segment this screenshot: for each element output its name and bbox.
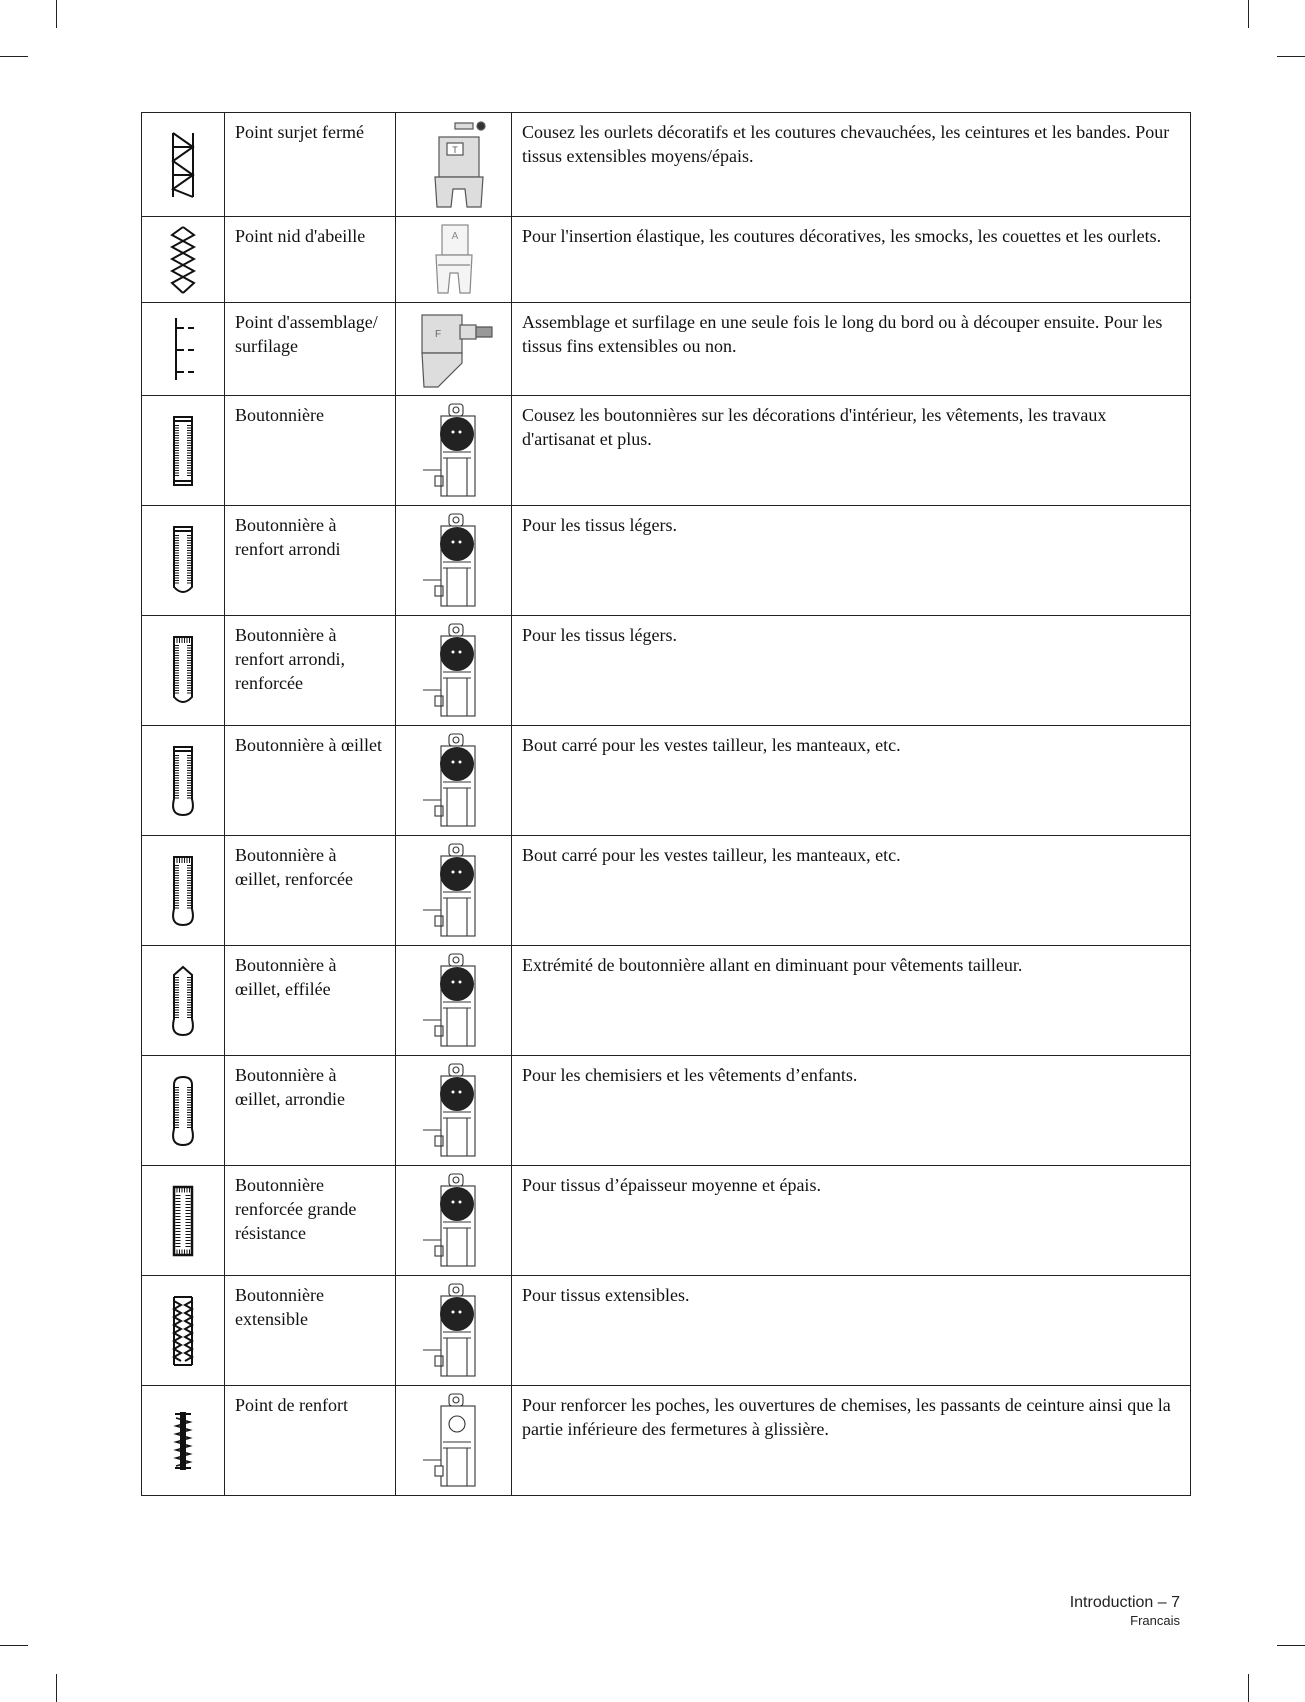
stitch-name: Boutonnière à renfort arrondi, renforcée (225, 616, 396, 726)
table-row (142, 506, 1191, 616)
rounded-keyhole-buttonhole-icon (170, 1075, 196, 1147)
buttonhole-foot-icon (419, 840, 489, 940)
honeycomb-stitch-icon (170, 225, 196, 295)
buttonhole-foot-icon (419, 1170, 489, 1270)
table-row (142, 303, 1191, 396)
stitch-description: Cousez les boutonnières sur les décorations d'intérieur, les vêtements, les travaux d'artisanat et plus. (512, 396, 1191, 506)
stitch-description: Extrémité de boutonnière allant en diminuant pour vêtements tailleur. (512, 946, 1191, 1056)
stitch-name: Boutonnière renforcée grande résistance (225, 1166, 396, 1276)
table-row (142, 1386, 1191, 1496)
stitch-name: Boutonnière à œillet, effilée (225, 946, 396, 1056)
reinforced-round-end-buttonhole-icon (172, 635, 194, 707)
stitch-description: Pour les chemisiers et les vêtements d’enfants. (512, 1056, 1191, 1166)
heavy-duty-buttonhole-icon (172, 1185, 194, 1257)
table-row (142, 1056, 1191, 1166)
reinforced-keyhole-buttonhole-icon (170, 855, 196, 927)
table-row (142, 217, 1191, 303)
stitch-description: Bout carré pour les vestes tailleur, les manteaux, etc. (512, 726, 1191, 836)
stitch-description: Assemblage et surfilage en une seule fois le long du bord ou à découper ensuite. Pour les tissus fins extensibles ou non. (512, 303, 1191, 396)
table-row (142, 396, 1191, 506)
stitch-description: Bout carré pour les vestes tailleur, les manteaux, etc. (512, 836, 1191, 946)
table-row (142, 726, 1191, 836)
stitch-name: Boutonnière à œillet, renforcée (225, 836, 396, 946)
crop-mark (0, 56, 28, 57)
stitch-name: Point surjet fermé (225, 113, 396, 217)
stitch-description: Pour l'insertion élastique, les coutures décoratives, les smocks, les couettes et les ourlets. (512, 217, 1191, 303)
stitch-name: Point de renfort (225, 1386, 396, 1496)
crop-mark (1248, 0, 1249, 28)
stitch-name: Boutonnière (225, 396, 396, 506)
buttonhole-foot-icon (419, 1280, 489, 1380)
table-row (142, 1276, 1191, 1386)
stitch-description: Pour tissus extensibles. (512, 1276, 1191, 1386)
stitch-table (141, 112, 1191, 1496)
keyhole-buttonhole-icon (170, 745, 196, 817)
closed-overlock-stitch-icon (169, 127, 197, 203)
table-row (142, 616, 1191, 726)
foot-overlock-icon (409, 117, 499, 211)
crop-mark (56, 0, 57, 28)
bar-tack-stitch-icon (173, 1410, 193, 1472)
buttonhole-foot-icon (419, 1060, 489, 1160)
crop-mark (0, 1645, 28, 1646)
crop-mark (1277, 1645, 1305, 1646)
stitch-description: Pour tissus d’épaisseur moyenne et épais. (512, 1166, 1191, 1276)
page-footer (1070, 1593, 1180, 1629)
stitch-description: Pour renforcer les poches, les ouvertures de chemises, les passants de ceinture ainsi que la partie inférieure des fermetures à glissière. (512, 1386, 1191, 1496)
buttonhole-foot-icon (419, 620, 489, 720)
svg-text:F: F (434, 329, 441, 340)
crop-mark (1277, 56, 1305, 57)
round-end-buttonhole-icon (172, 525, 194, 597)
buttonhole-foot-icon (419, 510, 489, 610)
table-row (142, 1166, 1191, 1276)
svg-text:T: T (451, 145, 458, 155)
stitch-name: Point d'assemblage/ surfilage (225, 303, 396, 396)
buttonhole-foot-icon (419, 950, 489, 1050)
table-row (142, 836, 1191, 946)
language-label: Francais (1130, 1613, 1180, 1628)
stitch-name: Boutonnière à œillet, arrondie (225, 1056, 396, 1166)
stitch-name: Boutonnière extensible (225, 1276, 396, 1386)
buttonhole-stitch-icon (172, 415, 194, 487)
foot-a-icon (424, 221, 484, 297)
crop-mark (56, 1674, 57, 1702)
svg-text:A: A (451, 231, 458, 242)
stitch-description: Cousez les ourlets décoratifs et les coutures chevauchées, les ceintures et les bandes. Pour tissus extensibles moyens/épais. (512, 113, 1191, 217)
stitch-description: Pour les tissus légers. (512, 506, 1191, 616)
buttonhole-foot-icon (419, 400, 489, 500)
crop-mark (1248, 1674, 1249, 1702)
stitch-name: Point nid d'abeille (225, 217, 396, 303)
stitch-description: Pour les tissus légers. (512, 616, 1191, 726)
tapered-keyhole-buttonhole-icon (170, 965, 196, 1037)
foot-f-overcast-icon (408, 307, 500, 391)
table-row (142, 946, 1191, 1056)
bar-tack-foot-icon (419, 1390, 489, 1490)
stretch-buttonhole-icon (172, 1295, 194, 1367)
table-row (142, 113, 1191, 217)
page-number: Introduction – 7 (1069, 1594, 1180, 1611)
buttonhole-foot-icon (419, 730, 489, 830)
joining-overcast-stitch-icon (170, 314, 196, 384)
stitch-name: Boutonnière à œillet (225, 726, 396, 836)
stitch-name: Boutonnière à renfort arrondi (225, 506, 396, 616)
